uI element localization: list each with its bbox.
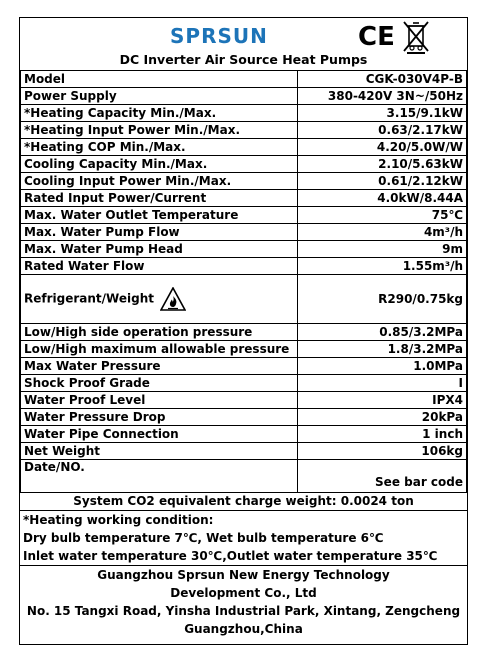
spec-label-text: Power Supply	[24, 88, 117, 103]
spec-label	[21, 258, 298, 275]
spec-value: See bar code	[298, 460, 467, 493]
spec-row	[21, 443, 467, 460]
spec-label	[21, 341, 298, 358]
spec-label	[21, 324, 298, 341]
spec-row	[21, 275, 467, 324]
spec-label-text: *Heating Input Power Min./Max.	[24, 122, 241, 137]
spec-value: CGK-030V4P-B	[298, 71, 467, 88]
flammable-warning-icon	[160, 287, 186, 311]
spec-row	[21, 258, 467, 275]
spec-row	[21, 375, 467, 392]
weee-bin-icon	[402, 20, 430, 54]
heating-conditions	[20, 511, 467, 566]
spec-row	[21, 88, 467, 105]
spec-label	[21, 190, 298, 207]
conditions-title: *Heating working condition:	[23, 513, 214, 527]
spec-value: 106kg	[298, 443, 467, 460]
spec-row	[21, 409, 467, 426]
spec-value: 75℃	[298, 207, 467, 224]
spec-label	[21, 224, 298, 241]
spec-value: 1.0MPa	[298, 358, 467, 375]
spec-row	[21, 71, 467, 88]
conditions-line-2: Inlet water temperature 30℃,Outlet water temperature 35℃	[23, 549, 438, 563]
spec-label-text: Max. Water Pump Head	[24, 241, 183, 256]
manufacturer-line-1: Guangzhou Sprsun New Energy Technology	[97, 568, 390, 582]
spec-table	[20, 70, 467, 493]
spec-label	[21, 156, 298, 173]
manufacturer-line-4: Guangzhou,China	[184, 622, 303, 636]
spec-value: 0.63/2.17kW	[298, 122, 467, 139]
spec-label-text: Refrigerant/Weight	[24, 291, 154, 306]
spec-label	[21, 122, 298, 139]
spec-value: I	[298, 375, 467, 392]
spec-value: 4.20/5.0W/W	[298, 139, 467, 156]
spec-row	[21, 173, 467, 190]
spec-row	[21, 207, 467, 224]
spec-row	[21, 156, 467, 173]
spec-label-text: Rated Input Power/Current	[24, 190, 207, 205]
spec-row	[21, 190, 467, 207]
spec-row	[21, 426, 467, 443]
spec-row	[21, 139, 467, 156]
spec-label	[21, 241, 298, 258]
spec-row	[21, 392, 467, 409]
spec-value: 1.8/3.2MPa	[298, 341, 467, 358]
spec-label-text: *Heating COP Min./Max.	[24, 139, 186, 154]
spec-label-text: Water Pressure Drop	[24, 409, 166, 424]
spec-label-text: Cooling Capacity Min./Max.	[24, 156, 208, 171]
spec-value: 380-420V 3N~/50Hz	[298, 88, 467, 105]
spec-label	[21, 88, 298, 105]
rating-label	[19, 17, 468, 645]
spec-label-text: *Heating Capacity Min./Max.	[24, 105, 217, 120]
spec-label	[21, 358, 298, 375]
spec-label	[21, 105, 298, 122]
co2-charge-line: System CO2 equivalent charge weight: 0.0024 ton	[20, 493, 467, 511]
manufacturer-info	[20, 566, 467, 638]
product-subtitle: DC Inverter Air Source Heat Pumps	[119, 52, 368, 67]
spec-value: 2.10/5.63kW	[298, 156, 467, 173]
spec-label-text: Net Weight	[24, 443, 101, 458]
spec-label	[21, 139, 298, 156]
spec-value: R290/0.75kg	[298, 275, 467, 324]
spec-value: 9m	[298, 241, 467, 258]
spec-label-text: Cooling Input Power Min./Max.	[24, 173, 232, 188]
spec-value: 1 inch	[298, 426, 467, 443]
spec-label-text: Water Pipe Connection	[24, 426, 179, 441]
spec-row	[21, 224, 467, 241]
spec-label	[21, 71, 298, 88]
spec-label-text: Low/High maximum allowable pressure	[24, 341, 290, 356]
spec-label-text: Shock Proof Grade	[24, 375, 150, 390]
spec-value: 0.85/3.2MPa	[298, 324, 467, 341]
spec-label-text: Date/NO.	[24, 460, 85, 474]
spec-label	[21, 426, 298, 443]
spec-value: 20kPa	[298, 409, 467, 426]
spec-label-text: Max Water Pressure	[24, 358, 161, 373]
spec-value: 4.0kW/8.44A	[298, 190, 467, 207]
spec-value: 0.61/2.12kW	[298, 173, 467, 190]
spec-label	[21, 392, 298, 409]
spec-label-text: Model	[24, 71, 66, 86]
spec-label	[21, 375, 298, 392]
conditions-line-1: Dry bulb temperature 7℃, Wet bulb temperature 6℃	[23, 531, 384, 545]
spec-label	[21, 409, 298, 426]
spec-value: 1.55m³/h	[298, 258, 467, 275]
label-header	[20, 18, 467, 72]
spec-row	[21, 460, 467, 493]
spec-label-text: Max. Water Pump Flow	[24, 224, 180, 239]
spec-value: IPX4	[298, 392, 467, 409]
spec-label	[21, 173, 298, 190]
spec-value: 3.15/9.1kW	[298, 105, 467, 122]
manufacturer-line-2: Development Co., Ltd	[170, 586, 317, 600]
spec-row	[21, 105, 467, 122]
spec-value: 4m³/h	[298, 224, 467, 241]
spec-label	[21, 460, 298, 493]
ce-mark: CE	[358, 22, 395, 52]
manufacturer-line-3: No. 15 Tangxi Road, Yinsha Industrial Park, Xintang, Zengcheng	[26, 604, 461, 618]
brand-logo: SPRSUN	[170, 24, 268, 48]
spec-row	[21, 358, 467, 375]
spec-row	[21, 241, 467, 258]
spec-label	[21, 207, 298, 224]
spec-row	[21, 341, 467, 358]
spec-label	[21, 275, 298, 324]
spec-label	[21, 443, 298, 460]
spec-label-text: Water Proof Level	[24, 392, 146, 407]
spec-row	[21, 324, 467, 341]
spec-label-text: Rated Water Flow	[24, 258, 145, 273]
spec-row	[21, 122, 467, 139]
spec-label-text: Max. Water Outlet Temperature	[24, 207, 239, 222]
spec-label-text: Low/High side operation pressure	[24, 324, 253, 339]
